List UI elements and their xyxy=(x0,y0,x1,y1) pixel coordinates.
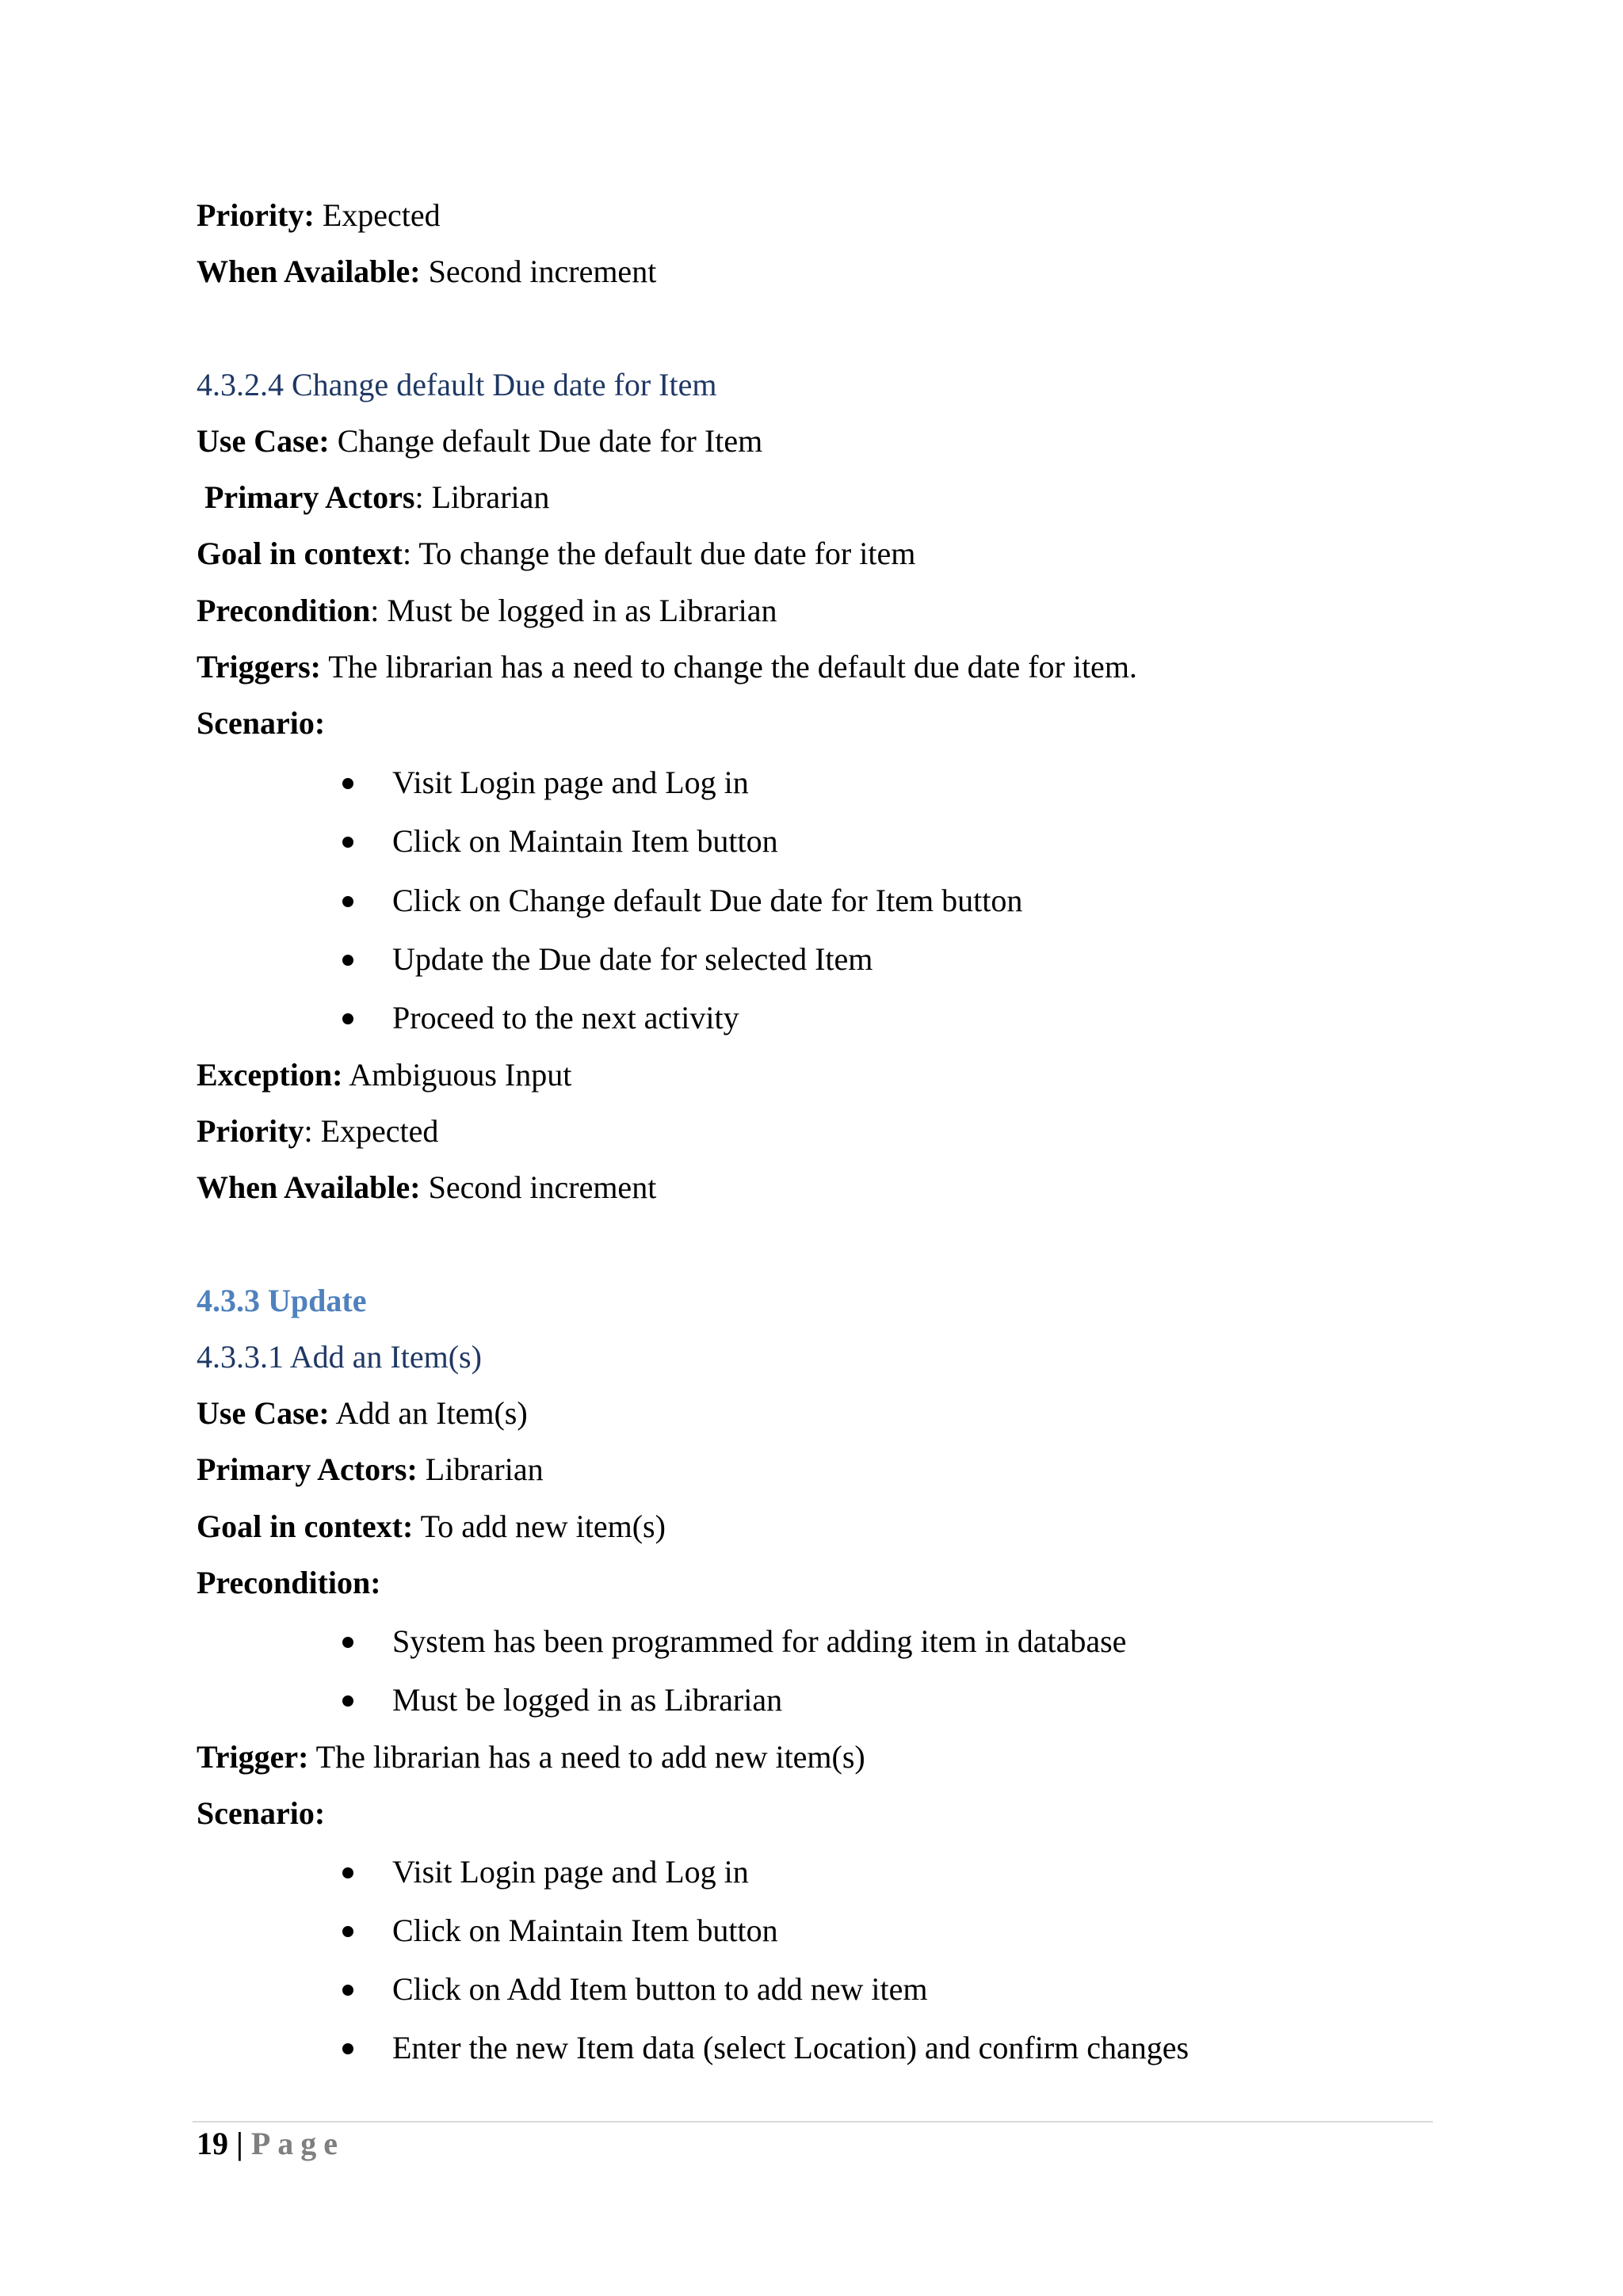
bullet-icon xyxy=(342,837,353,848)
when-available-label: When Available: xyxy=(197,254,421,289)
page-word: Page xyxy=(250,2126,345,2161)
use-case-line xyxy=(197,1393,528,1434)
when-available-value: Second increment xyxy=(420,254,657,289)
goal-label: Goal in context: xyxy=(197,1508,414,1544)
bullet-icon xyxy=(342,2043,353,2054)
priority-value: Expected xyxy=(314,197,441,233)
bullet-icon xyxy=(342,778,353,789)
scenario-label: Scenario: xyxy=(197,1795,326,1831)
bullet-icon xyxy=(342,1637,353,1648)
use-case-value: Change default Due date for Item xyxy=(329,423,763,459)
goal-value: : To change the default due date for item xyxy=(402,536,916,571)
section-heading-4-3-3-1: 4.3.3.1 Add an Item(s) xyxy=(197,1339,482,1375)
primary-actors-line xyxy=(204,477,549,518)
primary-actors-label: Primary Actors xyxy=(204,479,415,515)
list-item: Enter the new Item data (select Location) and confirm changes xyxy=(392,2030,1190,2065)
footer-divider xyxy=(193,2121,1433,2122)
primary-actors-value: Librarian xyxy=(417,1451,544,1487)
list-item: Click on Add Item button to add new item xyxy=(392,1971,928,2007)
when-available-label: When Available: xyxy=(197,1169,421,1205)
priority-label: Priority: xyxy=(197,197,315,233)
when-available-value: Second increment xyxy=(420,1169,657,1205)
list-item: Must be logged in as Librarian xyxy=(392,1682,783,1718)
when-available-line xyxy=(197,1167,656,1208)
goal-label: Goal in context xyxy=(197,536,403,571)
bullet-icon xyxy=(342,1985,353,1996)
scenario-label: Scenario: xyxy=(197,705,326,741)
priority-value: : Expected xyxy=(304,1113,439,1149)
list-item: Proceed to the next activity xyxy=(392,1000,739,1035)
precondition-label: Precondition xyxy=(197,593,371,628)
section-heading-4-3-3: 4.3.3 Update xyxy=(197,1283,367,1318)
bullet-icon xyxy=(342,955,353,966)
list-item: Click on Maintain Item button xyxy=(392,1913,778,1948)
priority-line xyxy=(197,1111,438,1152)
priority-line xyxy=(197,195,441,236)
list-item: Visit Login page and Log in xyxy=(392,765,749,800)
page-number: 19 xyxy=(197,2126,228,2161)
exception-line xyxy=(197,1055,571,1096)
precondition-line xyxy=(197,590,777,631)
priority-label: Priority xyxy=(197,1113,304,1149)
exception-value: Ambiguous Input xyxy=(342,1057,572,1093)
triggers-value: The librarian has a need to change the default due date for item. xyxy=(320,649,1137,685)
use-case-label: Use Case: xyxy=(197,1395,330,1431)
trigger-line xyxy=(197,1737,865,1778)
goal-line xyxy=(197,1506,666,1547)
primary-actors-line xyxy=(197,1449,544,1490)
bullet-icon xyxy=(342,1926,353,1937)
triggers-label: Triggers: xyxy=(197,649,321,685)
use-case-value: Add an Item(s) xyxy=(329,1395,528,1431)
goal-value: To add new item(s) xyxy=(413,1508,666,1544)
page-footer xyxy=(197,2123,345,2164)
section-heading-4-3-2-4: 4.3.2.4 Change default Due date for Item xyxy=(197,367,717,402)
use-case-label: Use Case: xyxy=(197,423,330,459)
triggers-line xyxy=(197,646,1137,688)
bullet-icon xyxy=(342,896,353,907)
list-item: Click on Change default Due date for Item button xyxy=(392,883,1023,918)
bullet-icon xyxy=(342,1013,353,1024)
goal-line xyxy=(197,533,915,574)
when-available-line xyxy=(197,251,656,292)
primary-actors-value: : Librarian xyxy=(414,479,550,515)
trigger-label: Trigger: xyxy=(197,1739,309,1775)
exception-label: Exception: xyxy=(197,1057,343,1093)
footer-separator: | xyxy=(228,2126,251,2161)
bullet-icon xyxy=(342,1695,353,1707)
trigger-value: The librarian has a need to add new item(s) xyxy=(308,1739,865,1775)
use-case-line xyxy=(197,421,762,462)
list-item: Click on Maintain Item button xyxy=(392,823,778,859)
bullet-icon xyxy=(342,1867,353,1878)
list-item: System has been programmed for adding item in database xyxy=(392,1623,1127,1659)
precondition-value: : Must be logged in as Librarian xyxy=(370,593,777,628)
precondition-label: Precondition: xyxy=(197,1565,381,1600)
list-item: Update the Due date for selected Item xyxy=(392,941,873,977)
list-item: Visit Login page and Log in xyxy=(392,1854,749,1890)
primary-actors-label: Primary Actors: xyxy=(197,1451,418,1487)
